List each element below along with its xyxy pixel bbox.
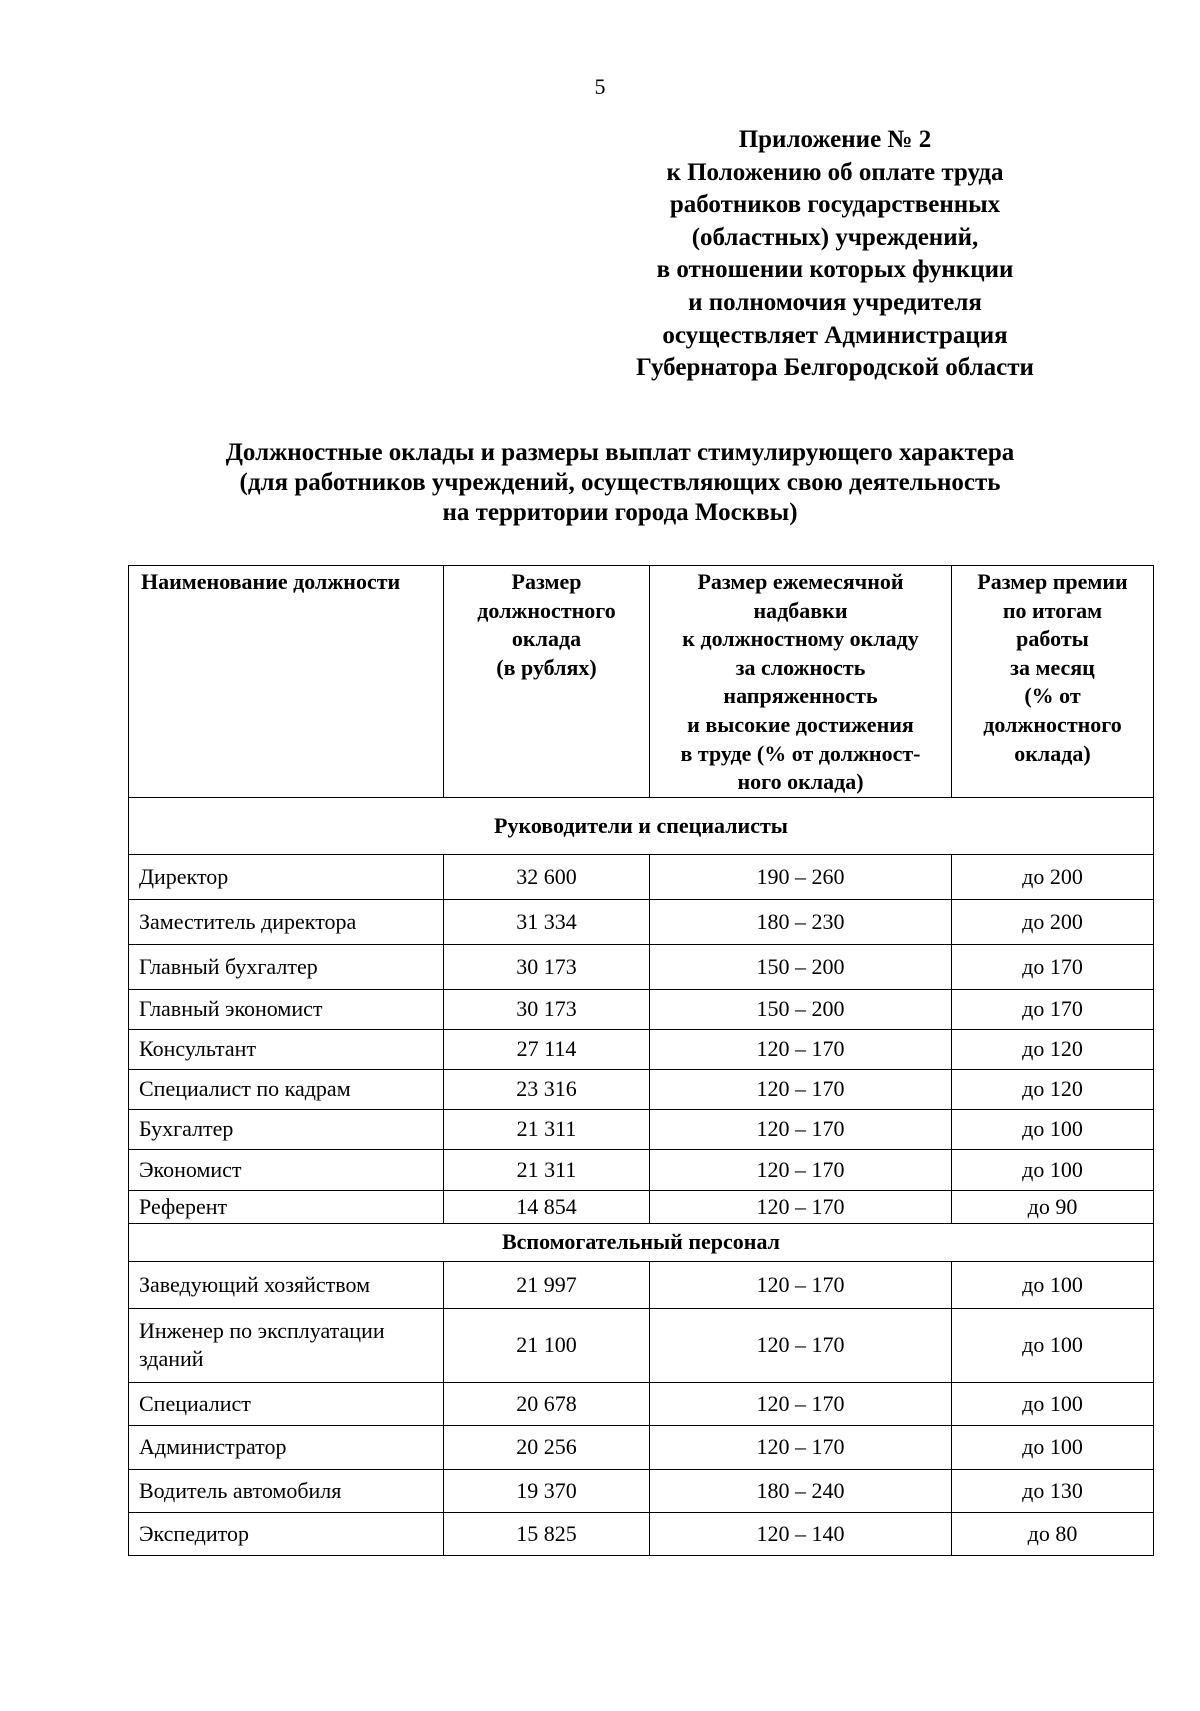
position-cell: Водитель автомобиля: [129, 1469, 444, 1512]
header-line: к должностному окладу: [682, 626, 919, 652]
bonus-cell: до 80: [952, 1512, 1154, 1555]
bonus-cell: до 120: [952, 1069, 1154, 1109]
table-row: [129, 1109, 1154, 1149]
title-line: Должностные оклады и размеры выплат стимулирующего характера: [225, 439, 1015, 466]
salary-cell: 15 825: [444, 1512, 650, 1555]
bonus-cell: до 120: [952, 1029, 1154, 1069]
header-line: за месяц: [1010, 654, 1095, 680]
table-row: [129, 1261, 1154, 1308]
bonus-cell: до 200: [952, 854, 1154, 899]
header-bonus: [952, 566, 1154, 798]
appendix-line: в отношении которых функции: [656, 256, 1014, 284]
salary-cell: 21 311: [444, 1149, 650, 1190]
position-cell: Заместитель директора: [129, 899, 444, 944]
bonus-cell: до 90: [952, 1190, 1154, 1223]
salary-cell: 21 311: [444, 1109, 650, 1149]
title-line: на территории города Москвы): [442, 499, 798, 526]
section-title: Вспомогательный персонал: [129, 1223, 1154, 1261]
header-line: за сложность: [735, 654, 866, 680]
bonus-cell: до 100: [952, 1261, 1154, 1308]
allowance-cell: 190 – 260: [650, 854, 952, 899]
header-line: Размер: [511, 569, 582, 594]
allowance-cell: 120 – 140: [650, 1512, 952, 1555]
header-line: должностного: [983, 711, 1122, 737]
table-row: [129, 899, 1154, 944]
salary-cell: 21 100: [444, 1308, 650, 1382]
table-row: [129, 1425, 1154, 1469]
header-position: [129, 566, 444, 798]
section-row: [129, 797, 1154, 854]
salary-cell: 20 678: [444, 1382, 650, 1425]
appendix-line: Приложение № 2: [738, 126, 932, 153]
allowance-cell: 120 – 170: [650, 1190, 952, 1223]
header-line: надбавки: [753, 597, 848, 623]
position-cell: Референт: [129, 1190, 444, 1223]
bonus-cell: до 100: [952, 1109, 1154, 1149]
table-row: [129, 1382, 1154, 1425]
salary-table: [128, 565, 1154, 1556]
appendix-line: работников государственных: [669, 191, 1001, 219]
bonus-cell: до 100: [952, 1382, 1154, 1425]
salary-cell: 19 370: [444, 1469, 650, 1512]
position-line: Инженер по эксплуатации: [139, 1318, 385, 1344]
salary-cell: 30 173: [444, 944, 650, 989]
title-line: (для работников учреждений, осуществляющих свою деятельность: [239, 469, 1001, 496]
position-cell: Бухгалтер: [129, 1109, 444, 1149]
allowance-cell: 120 – 170: [650, 1149, 952, 1190]
position-cell: [129, 1308, 444, 1382]
allowance-cell: 180 – 230: [650, 899, 952, 944]
allowance-cell: 120 – 170: [650, 1261, 952, 1308]
position-cell: Главный экономист: [129, 989, 444, 1029]
table-row: [129, 1512, 1154, 1555]
header-line: ного оклада): [737, 769, 864, 795]
header-line: Наименование должности: [141, 569, 401, 594]
table-row: [129, 1149, 1154, 1190]
salary-cell: 30 173: [444, 989, 650, 1029]
position-cell: Директор: [129, 854, 444, 899]
salary-cell: 23 316: [444, 1069, 650, 1109]
allowance-cell: 150 – 200: [650, 944, 952, 989]
table-row: [129, 854, 1154, 899]
table-row: [129, 1069, 1154, 1109]
table-row: [129, 1029, 1154, 1069]
allowance-cell: 120 – 170: [650, 1109, 952, 1149]
table-header-row: [129, 566, 1154, 798]
salary-cell: 32 600: [444, 854, 650, 899]
salary-cell: 14 854: [444, 1190, 650, 1223]
position-cell: Специалист по кадрам: [129, 1069, 444, 1109]
appendix-line: осуществляет Администрация: [662, 321, 1008, 349]
page-number: 5: [594, 74, 606, 99]
bonus-cell: до 200: [952, 899, 1154, 944]
header-line: работы: [1016, 626, 1089, 652]
header-line: оклада: [511, 626, 582, 652]
position-cell: Консультант: [129, 1029, 444, 1069]
position-cell: Специалист: [129, 1382, 444, 1425]
bonus-cell: до 100: [952, 1308, 1154, 1382]
allowance-cell: 180 – 240: [650, 1469, 952, 1512]
header-line: оклада): [1014, 740, 1091, 766]
header-line: напряженность: [723, 683, 878, 709]
bonus-cell: до 100: [952, 1149, 1154, 1190]
appendix-line: и полномочия учредителя: [688, 288, 982, 316]
header-line: и высокие достижения: [687, 711, 914, 737]
section-title: Руководители и специалисты: [129, 797, 1154, 854]
bonus-cell: до 130: [952, 1469, 1154, 1512]
allowance-cell: 120 – 170: [650, 1308, 952, 1382]
table-row: [129, 1190, 1154, 1223]
position-cell: Экспедитор: [129, 1512, 444, 1555]
position-cell: Администратор: [129, 1425, 444, 1469]
header-salary: [444, 566, 650, 798]
header-line: (% от: [1024, 683, 1081, 709]
position-line: зданий: [139, 1346, 204, 1372]
allowance-cell: 120 – 170: [650, 1069, 952, 1109]
appendix-header: [610, 124, 1060, 385]
header-line: должностного: [477, 597, 616, 623]
bonus-cell: до 170: [952, 989, 1154, 1029]
position-cell: Экономист: [129, 1149, 444, 1190]
table-row: [129, 1469, 1154, 1512]
header-line: Размер ежемесячной: [697, 569, 904, 594]
header-line: Размер премии: [977, 569, 1128, 594]
header-allowance: [650, 566, 952, 798]
bonus-cell: до 170: [952, 944, 1154, 989]
salary-cell: 27 114: [444, 1029, 650, 1069]
table-row: [129, 944, 1154, 989]
allowance-cell: 120 – 170: [650, 1029, 952, 1069]
position-cell: Заведующий хозяйством: [129, 1261, 444, 1308]
header-line: по итогам: [1002, 597, 1103, 623]
allowance-cell: 120 – 170: [650, 1425, 952, 1469]
allowance-cell: 120 – 170: [650, 1382, 952, 1425]
appendix-line: (областных) учреждений,: [691, 223, 979, 251]
salary-cell: 21 997: [444, 1261, 650, 1308]
header-line: (в рублях): [496, 654, 597, 680]
table-row: [129, 989, 1154, 1029]
position-cell: Главный бухгалтер: [129, 944, 444, 989]
header-line: в труде (% от должност-: [680, 740, 921, 766]
allowance-cell: 150 – 200: [650, 989, 952, 1029]
document-title: [120, 438, 1120, 528]
salary-cell: 20 256: [444, 1425, 650, 1469]
section-row: [129, 1223, 1154, 1261]
table-row: [129, 1308, 1154, 1382]
bonus-cell: до 100: [952, 1425, 1154, 1469]
salary-cell: 31 334: [444, 899, 650, 944]
appendix-line: Губернатора Белгородской области: [636, 354, 1034, 382]
appendix-line: к Положению об оплате труда: [666, 158, 1004, 186]
